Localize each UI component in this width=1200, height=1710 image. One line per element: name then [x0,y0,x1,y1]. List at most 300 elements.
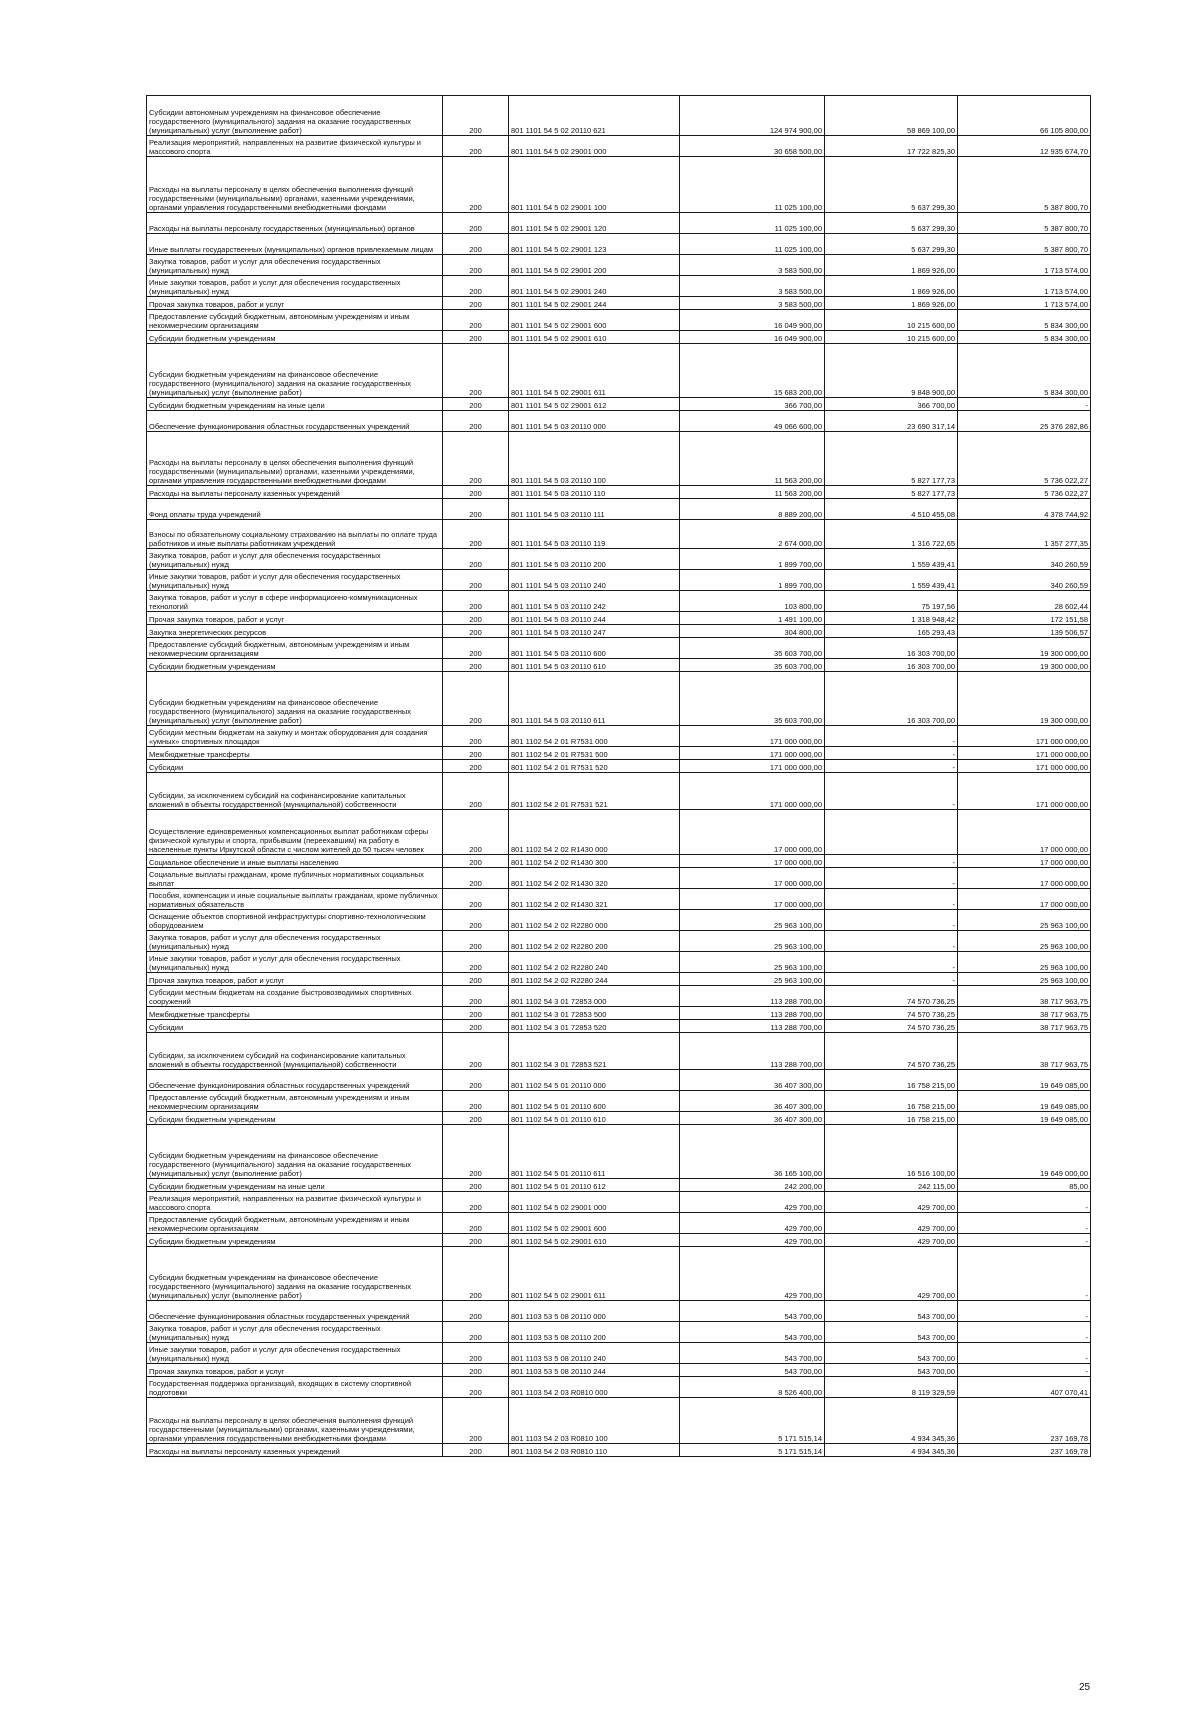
row-classification-code-cell: 801 1101 54 5 02 29001 120 [509,213,680,234]
row-approved-amount-cell: 36 407 300,00 [680,1091,825,1112]
row-classification-code-cell: 801 1102 54 5 02 29001 610 [509,1234,680,1247]
row-unexecuted-amount-cell: 17 000 000,00 [958,868,1091,889]
row-name-cell: Закупка товаров, работ и услуг для обеспечения государственных (муниципальных) нужд [147,549,443,570]
table-row [147,297,1091,310]
table-row [147,96,1091,136]
row-classification-code-cell: 801 1102 54 2 01 R7531 521 [509,773,680,810]
row-code-cell: 200 [443,1179,509,1192]
row-executed-amount-cell: 5 637 299,30 [825,234,958,255]
row-unexecuted-amount-cell: - [958,1213,1091,1234]
row-executed-amount-cell [825,810,958,855]
row-code-cell: 200 [443,1213,509,1234]
row-approved-amount-cell: 15 683 200,00 [680,344,825,398]
row-unexecuted-amount-cell: 38 717 963,75 [958,1020,1091,1033]
row-code-cell: 200 [443,255,509,276]
row-unexecuted-amount-cell: 407 070,41 [958,1377,1091,1398]
row-code-cell: 200 [443,398,509,411]
row-approved-amount-cell: 429 700,00 [680,1234,825,1247]
row-code-cell: 200 [443,810,509,855]
row-unexecuted-amount-cell: 1 713 574,00 [958,255,1091,276]
row-name-cell: Обеспечение функционирования областных государственных учреждений [147,1070,443,1091]
row-code-cell: 200 [443,570,509,591]
row-classification-code-cell: 801 1101 54 5 02 29001 610 [509,331,680,344]
row-code-cell: 200 [443,1020,509,1033]
row-classification-code-cell: 801 1101 54 5 02 29001 100 [509,157,680,213]
table-row [147,773,1091,810]
table-row [147,1112,1091,1125]
row-code-cell: 200 [443,1322,509,1343]
row-name-cell: Субсидии бюджетным учреждениям на финансовое обеспечение государственного (муниципального) задания на оказание государственных (муниципальных) услуг (выполнение работ) [147,344,443,398]
row-approved-amount-cell: 543 700,00 [680,1322,825,1343]
row-unexecuted-amount-cell: 5 387 800,70 [958,213,1091,234]
row-classification-code-cell: 801 1103 53 5 08 20110 240 [509,1343,680,1364]
row-unexecuted-amount-cell: 25 963 100,00 [958,931,1091,952]
table-row [147,868,1091,889]
row-code-cell: 200 [443,234,509,255]
row-name-cell: Закупка товаров, работ и услуг для обеспечения государственных (муниципальных) нужд [147,1322,443,1343]
row-code-cell: 200 [443,868,509,889]
row-classification-code-cell: 801 1101 54 5 03 20110 200 [509,549,680,570]
row-unexecuted-amount-cell: 19 649 085,00 [958,1070,1091,1091]
table-row [147,1033,1091,1070]
table-row [147,625,1091,638]
table-row [147,672,1091,726]
row-classification-code-cell: 801 1102 54 2 02 R2280 200 [509,931,680,952]
table-row [147,910,1091,931]
table-row [147,612,1091,625]
row-name-cell: Субсидии бюджетным учреждениям [147,1234,443,1247]
table-row [147,1234,1091,1247]
row-executed-amount-cell: 74 570 736,25 [825,1033,958,1070]
row-classification-code-cell: 801 1101 54 5 03 20110 247 [509,625,680,638]
row-name-cell: Предоставление субсидий бюджетным, автономным учреждениям и иным некоммерческим организациям [147,1091,443,1112]
row-approved-amount-cell: 2 674 000,00 [680,520,825,549]
row-name-cell: Субсидии бюджетным учреждениям [147,331,443,344]
row-unexecuted-amount-cell: - [958,1322,1091,1343]
row-unexecuted-amount-cell: 25 963 100,00 [958,973,1091,986]
row-code-cell: 200 [443,612,509,625]
table-row [147,986,1091,1007]
row-unexecuted-amount-cell: 19 300 000,00 [958,659,1091,672]
row-classification-code-cell: 801 1101 54 5 03 20110 111 [509,499,680,520]
row-approved-amount-cell: 25 963 100,00 [680,952,825,973]
row-approved-amount-cell: 36 407 300,00 [680,1070,825,1091]
row-classification-code-cell: 801 1103 53 5 08 20110 200 [509,1322,680,1343]
table-row [147,659,1091,672]
row-executed-amount-cell: - [825,931,958,952]
row-classification-code-cell: 801 1101 54 5 02 29001 123 [509,234,680,255]
row-executed-amount-cell: 543 700,00 [825,1301,958,1322]
row-name-cell: Субсидии бюджетным учреждениям на иные цели [147,398,443,411]
row-code-cell: 200 [443,520,509,549]
row-executed-amount-cell: - [825,760,958,773]
row-approved-amount-cell: 25 963 100,00 [680,910,825,931]
row-executed-amount-cell: 4 510 455,08 [825,499,958,520]
row-code-cell: 200 [443,1070,509,1091]
row-classification-code-cell: 801 1102 54 5 02 29001 600 [509,1213,680,1234]
table-row [147,234,1091,255]
table-row [147,1179,1091,1192]
row-executed-amount-cell: - [825,889,958,910]
row-classification-code-cell: 801 1102 54 2 02 R2280 244 [509,973,680,986]
row-name-cell: Расходы на выплаты персоналу казенных учреждений [147,486,443,499]
table-row [147,1020,1091,1033]
row-approved-amount-cell: 17 000 000,00 [680,889,825,910]
row-name-cell: Субсидии бюджетным учреждениям на иные цели [147,1179,443,1192]
table-row [147,1192,1091,1213]
budget-execution-table [146,95,1091,1457]
row-name-cell: Расходы на выплаты персоналу в целях обеспечения выполнения функций государственными (муниципальными) органами, казенными учреждениями, органами управления государственными внебюджетными фондами [147,432,443,486]
row-executed-amount-cell: 1 869 926,00 [825,297,958,310]
table-row [147,1070,1091,1091]
row-name-cell: Иные закупки товаров, работ и услуг для обеспечения государственных (муниципальных) нужд [147,952,443,973]
row-classification-code-cell: 801 1102 54 3 01 72853 521 [509,1033,680,1070]
row-unexecuted-amount-cell: 237 169,78 [958,1444,1091,1457]
row-approved-amount-cell: 11 025 100,00 [680,157,825,213]
table-row [147,549,1091,570]
table-row [147,973,1091,986]
row-code-cell: 200 [443,747,509,760]
row-name-cell: Субсидии бюджетным учреждениям на финансовое обеспечение государственного (муниципального) задания на оказание государственных (муниципальных) услуг (выполнение работ) [147,1247,443,1301]
table-row [147,213,1091,234]
row-approved-amount-cell: 36 165 100,00 [680,1125,825,1179]
row-classification-code-cell: 801 1101 54 5 03 20110 610 [509,659,680,672]
row-approved-amount-cell: 8 889 200,00 [680,499,825,520]
row-code-cell: 200 [443,331,509,344]
table-row [147,1125,1091,1179]
row-unexecuted-amount-cell: 139 506,57 [958,625,1091,638]
row-name-cell: Осуществление единовременных компенсационных выплат работникам сферы физической культуры и спорта, прибывшим (переехавшим) на работу в населенные пункты Иркутской области с числом жителей до 50 тысяч человек [147,810,443,855]
row-unexecuted-amount-cell: 5 736 022,27 [958,432,1091,486]
row-code-cell: 200 [443,432,509,486]
row-code-cell: 200 [443,726,509,747]
row-executed-amount-cell: 10 215 600,00 [825,310,958,331]
row-unexecuted-amount-cell: 17 000 000,00 [958,855,1091,868]
row-unexecuted-amount-cell: 237 169,78 [958,1398,1091,1444]
row-unexecuted-amount-cell: - [958,1301,1091,1322]
table-row [147,1364,1091,1377]
row-executed-amount-cell: 8 119 329,59 [825,1377,958,1398]
row-name-cell: Закупка энергетических ресурсов [147,625,443,638]
row-name-cell: Иные выплаты государственных (муниципальных) органов привлекаемым лицам [147,234,443,255]
row-code-cell: 200 [443,1125,509,1179]
row-approved-amount-cell: 124 974 900,00 [680,96,825,136]
table-row [147,411,1091,432]
row-executed-amount-cell: 16 303 700,00 [825,672,958,726]
row-name-cell: Расходы на выплаты персоналу государственных (муниципальных) органов [147,213,443,234]
row-executed-amount-cell: 1 559 439,41 [825,570,958,591]
row-name-cell: Прочая закупка товаров, работ и услуг [147,973,443,986]
row-code-cell: 200 [443,1112,509,1125]
row-approved-amount-cell: 25 963 100,00 [680,973,825,986]
row-executed-amount-cell: 429 700,00 [825,1192,958,1213]
table-body [147,96,1091,1457]
row-approved-amount-cell: 304 800,00 [680,625,825,638]
row-approved-amount-cell: 49 066 600,00 [680,411,825,432]
row-approved-amount-cell: 5 171 515,14 [680,1444,825,1457]
row-name-cell: Межбюджетные трансферты [147,747,443,760]
row-classification-code-cell: 801 1102 54 5 01 20110 600 [509,1091,680,1112]
row-executed-amount-cell: 17 722 825,30 [825,136,958,157]
row-approved-amount-cell: 171 000 000,00 [680,726,825,747]
row-name-cell: Иные закупки товаров, работ и услуг для обеспечения государственных (муниципальных) нужд [147,276,443,297]
row-approved-amount-cell: 171 000 000,00 [680,760,825,773]
row-executed-amount-cell: 16 758 215,00 [825,1112,958,1125]
row-code-cell: 200 [443,411,509,432]
row-executed-amount-cell: 16 303 700,00 [825,659,958,672]
row-name-cell: Иные закупки товаров, работ и услуг для обеспечения государственных (муниципальных) нужд [147,570,443,591]
row-name-cell: Пособия, компенсации и иные социальные выплаты гражданам, кроме публичных нормативных обязательств [147,889,443,910]
row-code-cell: 200 [443,931,509,952]
row-unexecuted-amount-cell: 38 717 963,75 [958,986,1091,1007]
row-name-cell: Субсидии бюджетным учреждениям на финансовое обеспечение государственного (муниципального) задания на оказание государственных (муниципальных) услуг (выполнение работ) [147,1125,443,1179]
row-unexecuted-amount-cell: 171 000 000,00 [958,773,1091,810]
row-approved-amount-cell: 366 700,00 [680,398,825,411]
table-row [147,638,1091,659]
row-unexecuted-amount-cell: 17 000 000,00 [958,889,1091,910]
row-approved-amount-cell: 242 200,00 [680,1179,825,1192]
row-executed-amount-cell: 5 637 299,30 [825,157,958,213]
row-unexecuted-amount-cell: 4 378 744,92 [958,499,1091,520]
row-executed-amount-cell: 366 700,00 [825,398,958,411]
row-classification-code-cell: 801 1102 54 2 01 R7531 500 [509,747,680,760]
row-approved-amount-cell: 113 288 700,00 [680,986,825,1007]
row-name-cell: Иные закупки товаров, работ и услуг для обеспечения государственных (муниципальных) нужд [147,1343,443,1364]
row-classification-code-cell: 801 1101 54 5 03 20110 244 [509,612,680,625]
table-row [147,136,1091,157]
row-unexecuted-amount-cell: 340 260,59 [958,570,1091,591]
row-executed-amount-cell: 1 559 439,41 [825,549,958,570]
row-classification-code-cell: 801 1102 54 5 01 20110 611 [509,1125,680,1179]
row-unexecuted-amount-cell: - [958,1192,1091,1213]
row-name-cell: Обеспечение функционирования областных государственных учреждений [147,1301,443,1322]
row-approved-amount-cell: 30 658 500,00 [680,136,825,157]
row-code-cell: 200 [443,760,509,773]
row-name-cell: Субсидии, за исключением субсидий на софинансирование капитальных вложений в объекты государственной (муниципальной) собственности [147,773,443,810]
row-approved-amount-cell: 11 025 100,00 [680,213,825,234]
row-executed-amount-cell: 16 303 700,00 [825,638,958,659]
row-executed-amount-cell: 165 293,43 [825,625,958,638]
row-executed-amount-cell: 5 827 177,73 [825,486,958,499]
row-approved-amount-cell: 1 899 700,00 [680,570,825,591]
row-unexecuted-amount-cell: 171 000 000,00 [958,726,1091,747]
row-executed-amount-cell: 429 700,00 [825,1213,958,1234]
row-classification-code-cell: 801 1103 54 2 03 R0810 110 [509,1444,680,1457]
table-row [147,1247,1091,1301]
table-row [147,1377,1091,1398]
row-classification-code-cell: 801 1102 54 2 02 R2280 000 [509,910,680,931]
row-code-cell: 200 [443,310,509,331]
row-classification-code-cell: 801 1103 54 2 03 R0810 000 [509,1377,680,1398]
row-approved-amount-cell: 3 583 500,00 [680,255,825,276]
row-code-cell: 200 [443,1398,509,1444]
row-classification-code-cell: 801 1101 54 5 03 20110 600 [509,638,680,659]
row-code-cell: 200 [443,486,509,499]
row-approved-amount-cell: 35 603 700,00 [680,659,825,672]
row-executed-amount-cell: - [825,773,958,810]
row-executed-amount-cell: 23 690 317,14 [825,411,958,432]
row-approved-amount-cell: 5 171 515,14 [680,1398,825,1444]
table-row [147,310,1091,331]
row-executed-amount-cell: 16 758 215,00 [825,1070,958,1091]
table-row [147,1444,1091,1457]
table-row [147,760,1091,773]
table-row [147,855,1091,868]
row-code-cell: 200 [443,1192,509,1213]
table-row [147,1301,1091,1322]
table-row [147,1091,1091,1112]
table-row [147,1343,1091,1364]
table-row [147,747,1091,760]
row-classification-code-cell: 801 1101 54 5 02 29001 600 [509,310,680,331]
row-classification-code-cell: 801 1103 54 2 03 R0810 100 [509,1398,680,1444]
row-unexecuted-amount-cell: 5 834 300,00 [958,344,1091,398]
row-approved-amount-cell: 35 603 700,00 [680,638,825,659]
row-code-cell: 200 [443,499,509,520]
row-approved-amount-cell: 543 700,00 [680,1343,825,1364]
row-code-cell: 200 [443,276,509,297]
row-code-cell: 200 [443,973,509,986]
row-approved-amount-cell: 17 000 000,00 [680,810,825,855]
row-name-cell: Фонд оплаты труда учреждений [147,499,443,520]
row-classification-code-cell: 801 1101 54 5 03 20110 110 [509,486,680,499]
row-classification-code-cell: 801 1101 54 5 03 20110 240 [509,570,680,591]
row-name-cell: Субсидии бюджетным учреждениям на финансовое обеспечение государственного (муниципального) задания на оказание государственных (муниципальных) услуг (выполнение работ) [147,672,443,726]
row-unexecuted-amount-cell: 19 649 085,00 [958,1112,1091,1125]
row-name-cell: Прочая закупка товаров, работ и услуг [147,612,443,625]
row-code-cell: 200 [443,1343,509,1364]
row-name-cell: Взносы по обязательному социальному страхованию на выплаты по оплате труда работников и иные выплаты работникам учреждений [147,520,443,549]
table-row [147,810,1091,855]
row-classification-code-cell: 801 1102 54 5 02 29001 611 [509,1247,680,1301]
row-approved-amount-cell: 429 700,00 [680,1247,825,1301]
row-name-cell: Расходы на выплаты персоналу в целях обеспечения выполнения функций государственными (муниципальными) органами, казенными учреждениями, органами управления государственными внебюджетными фондами [147,1398,443,1444]
row-classification-code-cell: 801 1102 54 3 01 72853 500 [509,1007,680,1020]
row-executed-amount-cell: 5 827 177,73 [825,432,958,486]
row-code-cell: 200 [443,1247,509,1301]
row-approved-amount-cell: 171 000 000,00 [680,773,825,810]
row-classification-code-cell: 801 1101 54 5 03 20110 242 [509,591,680,612]
row-unexecuted-amount-cell: 66 105 800,00 [958,96,1091,136]
row-unexecuted-amount-cell: 5 387 800,70 [958,157,1091,213]
row-approved-amount-cell: 16 049 900,00 [680,310,825,331]
row-approved-amount-cell: 113 288 700,00 [680,1007,825,1020]
row-classification-code-cell: 801 1101 54 5 02 29001 240 [509,276,680,297]
row-approved-amount-cell: 11 025 100,00 [680,234,825,255]
table-row [147,1213,1091,1234]
row-unexecuted-amount-cell: 12 935 674,70 [958,136,1091,157]
row-classification-code-cell: 801 1101 54 5 03 20110 100 [509,432,680,486]
row-classification-code-cell: 801 1102 54 5 01 20110 000 [509,1070,680,1091]
row-approved-amount-cell: 3 583 500,00 [680,297,825,310]
page-number: 25 [1079,1682,1091,1693]
row-code-cell: 200 [443,855,509,868]
row-approved-amount-cell: 103 800,00 [680,591,825,612]
row-approved-amount-cell: 25 963 100,00 [680,931,825,952]
row-unexecuted-amount-cell: 85,00 [958,1179,1091,1192]
row-unexecuted-amount-cell: - [958,1234,1091,1247]
row-name-cell: Прочая закупка товаров, работ и услуг [147,1364,443,1377]
row-executed-amount-cell: 74 570 736,25 [825,986,958,1007]
row-approved-amount-cell: 11 563 200,00 [680,432,825,486]
row-approved-amount-cell: 11 563 200,00 [680,486,825,499]
table-row [147,520,1091,549]
row-unexecuted-amount-cell: 171 000 000,00 [958,747,1091,760]
row-classification-code-cell: 801 1102 54 2 02 R1430 300 [509,855,680,868]
row-name-cell: Предоставление субсидий бюджетным, автономным учреждениям и иным некоммерческим организациям [147,310,443,331]
row-name-cell: Предоставление субсидий бюджетным, автономным учреждениям и иным некоммерческим организациям [147,1213,443,1234]
row-executed-amount-cell: 74 570 736,25 [825,1020,958,1033]
row-code-cell: 200 [443,638,509,659]
row-classification-code-cell: 801 1102 54 2 01 R7531 520 [509,760,680,773]
row-classification-code-cell: 801 1101 54 5 02 20110 621 [509,96,680,136]
row-classification-code-cell: 801 1102 54 3 01 72853 000 [509,986,680,1007]
row-classification-code-cell: 801 1102 54 5 01 20110 612 [509,1179,680,1192]
row-name-cell: Межбюджетные трансферты [147,1007,443,1020]
row-unexecuted-amount-cell: 171 000 000,00 [958,760,1091,773]
row-classification-code-cell: 801 1102 54 2 02 R1430 321 [509,889,680,910]
row-code-cell: 200 [443,625,509,638]
table-row [147,1398,1091,1444]
row-classification-code-cell: 801 1101 54 5 02 29001 611 [509,344,680,398]
table-row [147,889,1091,910]
row-classification-code-cell: 801 1101 54 5 02 29001 244 [509,297,680,310]
row-code-cell: 200 [443,136,509,157]
row-approved-amount-cell: 543 700,00 [680,1301,825,1322]
row-classification-code-cell: 801 1102 54 5 02 29001 000 [509,1192,680,1213]
row-approved-amount-cell: 17 000 000,00 [680,855,825,868]
row-executed-amount-cell: 1 869 926,00 [825,276,958,297]
row-executed-amount-cell: 74 570 736,25 [825,1007,958,1020]
row-classification-code-cell: 801 1101 54 5 03 20110 611 [509,672,680,726]
row-name-cell: Прочая закупка товаров, работ и услуг [147,297,443,310]
row-name-cell: Реализация мероприятий, направленных на развитие физической культуры и массового спорта [147,136,443,157]
table-row [147,486,1091,499]
row-approved-amount-cell: 16 049 900,00 [680,331,825,344]
row-name-cell: Субсидии, за исключением субсидий на софинансирование капитальных вложений в объекты государственной (муниципальной) собственности [147,1033,443,1070]
row-executed-amount-cell: - [825,868,958,889]
row-approved-amount-cell: 1 491 100,00 [680,612,825,625]
row-name-cell: Предоставление субсидий бюджетным, автономным учреждениям и иным некоммерческим организациям [147,638,443,659]
row-approved-amount-cell: 113 288 700,00 [680,1020,825,1033]
row-unexecuted-amount-cell: 172 151,58 [958,612,1091,625]
row-unexecuted-amount-cell: 340 260,59 [958,549,1091,570]
table-row [147,570,1091,591]
row-unexecuted-amount-cell: 38 717 963,75 [958,1033,1091,1070]
row-code-cell: 200 [443,889,509,910]
row-unexecuted-amount-cell: 5 387 800,70 [958,234,1091,255]
row-approved-amount-cell: 171 000 000,00 [680,747,825,760]
row-approved-amount-cell: 36 407 300,00 [680,1112,825,1125]
row-code-cell: 200 [443,952,509,973]
row-executed-amount-cell: 4 934 345,36 [825,1398,958,1444]
row-classification-code-cell: 801 1102 54 2 02 R1430 000 [509,810,680,855]
row-executed-amount-cell: 1 318 948,42 [825,612,958,625]
row-classification-code-cell: 801 1101 54 5 02 29001 200 [509,255,680,276]
row-unexecuted-amount-cell: 38 717 963,75 [958,1007,1091,1020]
row-approved-amount-cell: 429 700,00 [680,1192,825,1213]
row-approved-amount-cell: 3 583 500,00 [680,276,825,297]
table-row [147,331,1091,344]
row-unexecuted-amount-cell: - [958,1247,1091,1301]
row-code-cell: 200 [443,157,509,213]
row-executed-amount-cell: 543 700,00 [825,1343,958,1364]
row-approved-amount-cell: 35 603 700,00 [680,672,825,726]
row-executed-amount-cell: - [825,952,958,973]
row-name-cell: Субсидии местным бюджетам на закупку и монтаж оборудования для создания «умных» спортивных площадок [147,726,443,747]
row-classification-code-cell: 801 1102 54 2 01 R7531 000 [509,726,680,747]
row-unexecuted-amount-cell: 25 963 100,00 [958,952,1091,973]
